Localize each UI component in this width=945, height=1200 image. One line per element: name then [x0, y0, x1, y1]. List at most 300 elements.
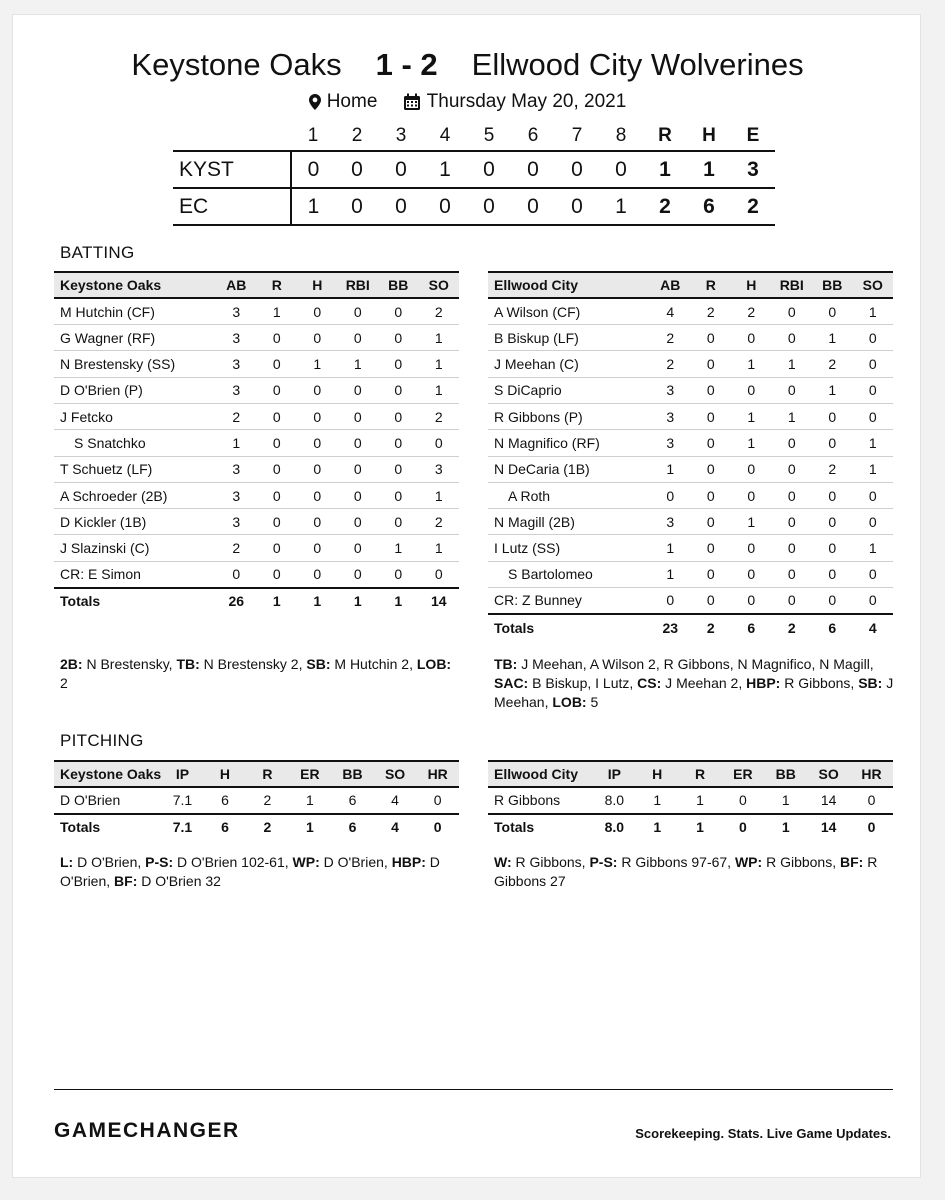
stat-cell: 0: [666, 487, 675, 504]
stat-cell: 0: [394, 329, 403, 346]
stat-cell: 0: [666, 592, 675, 609]
pitching-notes-away: [60, 853, 460, 891]
stat-column-header: H: [219, 766, 231, 783]
inning-runs: 0: [439, 194, 451, 218]
game-date: Thursday May 20, 2021: [426, 91, 627, 112]
map-pin-icon: [309, 94, 321, 110]
stat-cell: 2: [747, 303, 756, 320]
stat-cell: 0: [353, 329, 362, 346]
stat-cell: 0: [232, 566, 241, 583]
batting-notes-home: [494, 655, 898, 712]
stat-cell: 0: [394, 382, 403, 399]
stat-cell: 0: [394, 461, 403, 478]
stat-cell: 0: [313, 382, 322, 399]
table-row: [488, 430, 893, 456]
stat-cell: 0: [706, 434, 715, 451]
inning-runs: 1: [439, 157, 451, 181]
stat-cell: 0: [747, 329, 756, 346]
gamechanger-logo: GAMECHANGER: [54, 1119, 240, 1142]
note-key: CS:: [637, 675, 662, 691]
stat-cell: 0: [868, 566, 877, 583]
stat-cell: 0: [272, 382, 281, 399]
stat-cell: 4: [391, 792, 399, 809]
note-value: B Biskup, I Lutz,: [528, 675, 638, 691]
stat-cell: 0: [313, 303, 322, 320]
table-header-row: [488, 272, 893, 298]
inning-header: 6: [527, 124, 539, 146]
note-key: TB:: [494, 656, 518, 672]
total-cell: 0: [867, 819, 876, 836]
note-value: M Hutchin 2,: [330, 656, 417, 672]
total-cell: 4: [868, 619, 877, 636]
stats-table: [488, 760, 893, 840]
pitching-table-home: [488, 760, 893, 840]
stat-cell: 0: [394, 356, 403, 373]
player-name: T Schuetz (LF): [60, 461, 153, 478]
stat-cell: 0: [433, 792, 442, 809]
player-name: CR: Z Bunney: [494, 592, 582, 609]
note-value: R Gibbons,: [511, 854, 590, 870]
total-cell: 0: [738, 819, 747, 836]
stat-column-header: AB: [660, 277, 681, 294]
stat-cell: 0: [706, 513, 715, 530]
stat-cell: 1: [696, 792, 704, 809]
totals-label: Totals: [494, 619, 535, 636]
inning-runs: 0: [483, 157, 495, 181]
stat-cell: 0: [706, 356, 715, 373]
stat-cell: 0: [787, 329, 796, 346]
hits-total: 1: [703, 157, 715, 181]
total-cell: 8.0: [604, 819, 625, 836]
note-value: N Brestensky 2,: [199, 656, 307, 672]
table-row: [54, 482, 459, 508]
inning-header: 7: [571, 124, 583, 146]
note-value: D O'Brien 32: [137, 873, 221, 889]
team-abbr: EC: [179, 194, 209, 218]
total-cell: 23: [662, 619, 679, 636]
player-name: N Brestensky (SS): [60, 356, 176, 373]
stat-cell: 0: [868, 513, 877, 530]
team-column-header: Ellwood City: [494, 766, 578, 783]
stat-cell: 0: [738, 792, 747, 809]
stat-cell: 0: [787, 540, 796, 557]
stat-cell: 0: [706, 540, 715, 557]
player-name: N Magill (2B): [494, 513, 575, 530]
total-cell: 2: [706, 619, 715, 636]
batting-table-away: [54, 271, 459, 614]
batting-table-home: [488, 271, 893, 640]
stat-cell: 0: [272, 566, 281, 583]
stat-cell: 1: [747, 513, 756, 530]
stat-cell: 2: [828, 356, 837, 373]
stat-cell: 1: [313, 356, 322, 373]
stat-column-header: H: [652, 766, 663, 783]
hits-header: H: [702, 124, 716, 146]
stats-table: [488, 271, 893, 640]
player-name: A Wilson (CF): [494, 303, 581, 320]
calendar-icon: [403, 93, 421, 111]
table-row: [54, 403, 459, 429]
player-name: G Wagner (RF): [60, 329, 156, 346]
note-key: P-S:: [145, 854, 174, 870]
stat-cell: 1: [787, 408, 796, 425]
total-cell: 1: [313, 593, 322, 610]
total-cell: 0: [433, 819, 442, 836]
total-cell: 6: [221, 819, 229, 836]
total-cell: 2: [263, 819, 272, 836]
home-team-name: Ellwood City Wolverines: [471, 47, 804, 82]
note-key: WP:: [292, 854, 320, 870]
inning-runs: 0: [351, 157, 363, 181]
stat-column-header: AB: [226, 277, 247, 294]
note-key: HBP:: [391, 854, 426, 870]
stat-cell: 0: [353, 513, 362, 530]
stat-cell: 1: [787, 356, 796, 373]
stat-cell: 3: [666, 382, 675, 399]
stat-cell: 0: [787, 592, 796, 609]
stat-column-header: H: [746, 277, 757, 294]
stat-column-header: SO: [384, 766, 406, 783]
note-value: J Meehan, A Wilson 2, R Gibbons, N Magnifico, N Magill,: [517, 656, 878, 672]
inning-runs: 0: [291, 151, 335, 188]
player-name: CR: E Simon: [60, 566, 141, 583]
stat-cell: 2: [434, 303, 443, 320]
inning-header: 5: [483, 124, 495, 146]
stat-column-header: BB: [342, 766, 363, 783]
stat-cell: 0: [747, 540, 756, 557]
stat-cell: 0: [868, 592, 877, 609]
hits-total: 6: [703, 194, 715, 218]
stat-cell: 1: [781, 792, 790, 809]
line-score: [173, 121, 775, 226]
stat-cell: 0: [313, 566, 322, 583]
stat-column-header: R: [262, 766, 273, 783]
stat-cell: 3: [232, 329, 241, 346]
team-abbr: KYST: [179, 157, 234, 181]
totals-row: [54, 814, 459, 840]
table-row: [488, 351, 893, 377]
stat-cell: 3: [232, 356, 241, 373]
stat-cell: 0: [787, 461, 796, 478]
inning-runs: 0: [395, 194, 407, 218]
stat-cell: 1: [353, 356, 362, 373]
player-name: J Meehan (C): [494, 356, 579, 373]
table-row: [54, 561, 459, 587]
stat-cell: 1: [868, 434, 877, 451]
table-row: [54, 351, 459, 377]
note-key: TB:: [176, 656, 200, 672]
line-score-row-away: [173, 151, 775, 188]
stat-cell: 2: [666, 356, 675, 373]
inning-runs: 0: [571, 194, 583, 218]
stat-cell: 0: [353, 540, 362, 557]
total-cell: 1: [781, 819, 790, 836]
table-header-row: [54, 761, 459, 787]
stat-column-header: SO: [862, 277, 883, 294]
table-row: [488, 509, 893, 535]
pitching-section-label: PITCHING: [60, 731, 144, 750]
stat-cell: 1: [434, 329, 443, 346]
stat-column-header: BB: [775, 766, 796, 783]
stat-cell: 0: [706, 592, 715, 609]
table-row: [54, 787, 459, 813]
stat-column-header: RBI: [345, 277, 370, 294]
stat-cell: 0: [706, 408, 715, 425]
stat-cell: 2: [263, 792, 272, 809]
runs-total: 1: [659, 157, 671, 181]
stat-cell: 3: [434, 461, 443, 478]
stat-cell: 0: [272, 487, 281, 504]
stat-cell: 0: [434, 434, 443, 451]
stat-cell: 0: [706, 329, 715, 346]
stat-column-header: HR: [427, 766, 448, 783]
inning-header: 4: [439, 124, 451, 146]
inning-header: 3: [395, 124, 407, 146]
stat-cell: 0: [747, 487, 756, 504]
team-column-header: Keystone Oaks: [60, 277, 162, 294]
totals-label: Totals: [60, 593, 101, 610]
inning-runs: 1: [615, 194, 627, 218]
errors-total: 3: [747, 157, 759, 181]
runs-header: R: [658, 124, 672, 146]
stat-cell: 1: [868, 461, 877, 478]
total-cell: 26: [228, 593, 245, 610]
player-name: A Schroeder (2B): [60, 487, 168, 504]
stat-column-header: ER: [733, 766, 753, 783]
stat-cell: 0: [787, 487, 796, 504]
stat-cell: 1: [666, 540, 675, 557]
batting-notes-away: [60, 655, 460, 693]
stat-cell: 0: [313, 487, 322, 504]
stat-cell: 0: [868, 382, 877, 399]
stat-cell: 0: [747, 382, 756, 399]
line-score-row-home: [173, 188, 775, 225]
stat-cell: 0: [787, 513, 796, 530]
stat-column-header: H: [312, 277, 323, 294]
stat-cell: 0: [868, 356, 877, 373]
total-cell: 1: [696, 819, 704, 836]
totals-row: [54, 588, 459, 614]
inning-runs: 0: [527, 157, 539, 181]
totals-label: Totals: [494, 819, 535, 836]
stat-cell: 0: [272, 461, 281, 478]
stat-cell: 1: [747, 408, 756, 425]
stat-cell: 0: [787, 566, 796, 583]
line-score-header: [173, 121, 775, 151]
note-value: D O'Brien,: [73, 854, 146, 870]
stat-cell: 0: [353, 566, 362, 583]
away-team-name: Keystone Oaks: [131, 47, 342, 82]
stat-cell: 1: [868, 303, 877, 320]
note-key: LOB:: [416, 656, 452, 672]
totals-row: [488, 614, 893, 640]
player-name: S Bartolomeo: [508, 566, 593, 583]
note-value: N Brestensky,: [82, 656, 177, 672]
inning-header: 2: [351, 124, 363, 146]
table-row: [54, 430, 459, 456]
inning-runs: 0: [351, 194, 363, 218]
table-header-row: [488, 761, 893, 787]
stat-cell: 0: [313, 513, 322, 530]
total-cell: 1: [272, 593, 281, 610]
player-name: D O'Brien: [60, 792, 121, 809]
note-key: HBP:: [746, 675, 781, 691]
total-cell: 4: [391, 819, 399, 836]
final-score: 1 - 2: [375, 47, 438, 82]
note-value: D O'Brien,: [60, 854, 444, 889]
note-value: R Gibbons 97-67,: [617, 854, 735, 870]
stat-cell: 0: [828, 592, 837, 609]
stat-cell: 1: [828, 382, 837, 399]
stat-cell: 3: [666, 408, 675, 425]
stat-cell: 0: [706, 566, 715, 583]
stat-cell: 1: [434, 540, 443, 557]
stat-cell: 0: [747, 461, 756, 478]
stat-column-header: IP: [607, 766, 621, 783]
player-name: J Fetcko: [60, 408, 113, 425]
note-value: 5: [586, 694, 599, 710]
stat-cell: 0: [828, 487, 837, 504]
stat-column-header: HR: [861, 766, 882, 783]
stat-cell: 0: [272, 513, 281, 530]
player-name: A Roth: [508, 487, 551, 504]
stat-column-header: RBI: [779, 277, 804, 294]
player-name: I Lutz (SS): [494, 540, 561, 557]
note-key: SB:: [858, 675, 883, 691]
stat-cell: 0: [313, 329, 322, 346]
table-row: [488, 456, 893, 482]
stat-cell: 2: [706, 303, 715, 320]
stat-cell: 2: [828, 461, 837, 478]
stat-cell: 0: [787, 303, 796, 320]
note-key: 2B:: [60, 656, 83, 672]
stat-cell: 0: [868, 408, 877, 425]
stat-cell: 0: [867, 792, 876, 809]
stat-cell: 0: [787, 382, 796, 399]
inning-runs: 1: [291, 188, 335, 225]
player-name: D O'Brien (P): [60, 382, 143, 399]
stat-column-header: ER: [300, 766, 320, 783]
stat-cell: 1: [434, 487, 443, 504]
player-name: S DiCaprio: [494, 382, 562, 399]
player-name: R Gibbons: [494, 792, 561, 809]
stat-column-header: BB: [388, 277, 409, 294]
stat-cell: 3: [232, 382, 241, 399]
stat-column-header: R: [271, 277, 282, 294]
box-score-sheet: [12, 14, 921, 1178]
stat-cell: 0: [868, 329, 877, 346]
team-column-header: Keystone Oaks: [60, 766, 162, 783]
stat-cell: 0: [394, 434, 403, 451]
stat-cell: 1: [305, 792, 314, 809]
footer-divider: [54, 1089, 893, 1090]
stat-column-header: SO: [818, 766, 839, 783]
stat-cell: 0: [353, 434, 362, 451]
note-key: L:: [60, 854, 74, 870]
stat-cell: 0: [313, 461, 322, 478]
footer-tagline: Scorekeeping. Stats. Live Game Updates.: [635, 1126, 891, 1141]
note-value: D O'Brien,: [319, 854, 392, 870]
stat-cell: 3: [232, 461, 241, 478]
total-cell: 1: [394, 593, 403, 610]
total-cell: 7.1: [172, 819, 193, 836]
inning-runs: 0: [571, 157, 583, 181]
inning-header: 8: [615, 124, 627, 146]
table-row: [54, 535, 459, 561]
stat-cell: 0: [353, 303, 362, 320]
note-key: BF:: [114, 873, 138, 889]
note-value: J Meehan 2,: [661, 675, 747, 691]
inning-runs: 0: [615, 157, 627, 181]
player-name: R Gibbons (P): [494, 408, 583, 425]
stat-cell: 0: [353, 487, 362, 504]
stat-cell: 0: [272, 540, 281, 557]
totals-label: Totals: [60, 819, 101, 836]
stat-cell: 7.1: [172, 792, 193, 809]
player-name: M Hutchin (CF): [60, 303, 155, 320]
table-row: [488, 325, 893, 351]
stat-cell: 0: [394, 513, 403, 530]
stat-cell: 0: [313, 540, 322, 557]
stat-cell: 3: [666, 513, 675, 530]
total-cell: 1: [653, 819, 662, 836]
game-title: [13, 47, 922, 83]
stat-cell: 0: [868, 487, 877, 504]
stat-cell: 6: [221, 792, 229, 809]
stat-cell: 1: [747, 434, 756, 451]
stat-cell: 1: [434, 356, 443, 373]
stat-cell: 3: [666, 434, 675, 451]
stat-cell: 1: [828, 329, 837, 346]
note-key: SB:: [306, 656, 331, 672]
stat-cell: 0: [272, 329, 281, 346]
note-key: LOB:: [552, 694, 587, 710]
stat-cell: 2: [232, 540, 241, 557]
pitching-table-away: [54, 760, 459, 840]
stat-cell: 0: [706, 461, 715, 478]
stat-cell: 0: [828, 566, 837, 583]
stat-cell: 0: [706, 487, 715, 504]
table-row: [488, 588, 893, 614]
stat-cell: 2: [434, 513, 443, 530]
note-key: BF:: [840, 854, 864, 870]
total-cell: 14: [430, 593, 447, 610]
stat-cell: 0: [434, 566, 443, 583]
table-row: [488, 298, 893, 324]
stat-cell: 1: [653, 792, 662, 809]
total-cell: 2: [787, 619, 796, 636]
stat-cell: 0: [353, 461, 362, 478]
stat-cell: 1: [272, 303, 281, 320]
note-value: R Gibbons,: [762, 854, 841, 870]
stat-column-header: R: [705, 277, 716, 294]
stat-cell: 1: [232, 434, 241, 451]
table-row: [54, 509, 459, 535]
table-row: [488, 787, 893, 813]
note-key: SAC:: [494, 675, 529, 691]
note-value: R Gibbons 27: [494, 854, 882, 889]
table-row: [488, 561, 893, 587]
stats-table: [54, 760, 459, 840]
stat-cell: 0: [272, 356, 281, 373]
inning-runs: 0: [527, 194, 539, 218]
stat-column-header: IP: [175, 766, 190, 783]
stat-cell: 0: [706, 382, 715, 399]
note-value: 2: [60, 656, 455, 691]
pitching-notes-home: [494, 853, 894, 891]
inning-header: 1: [307, 124, 319, 146]
stat-cell: 1: [434, 382, 443, 399]
